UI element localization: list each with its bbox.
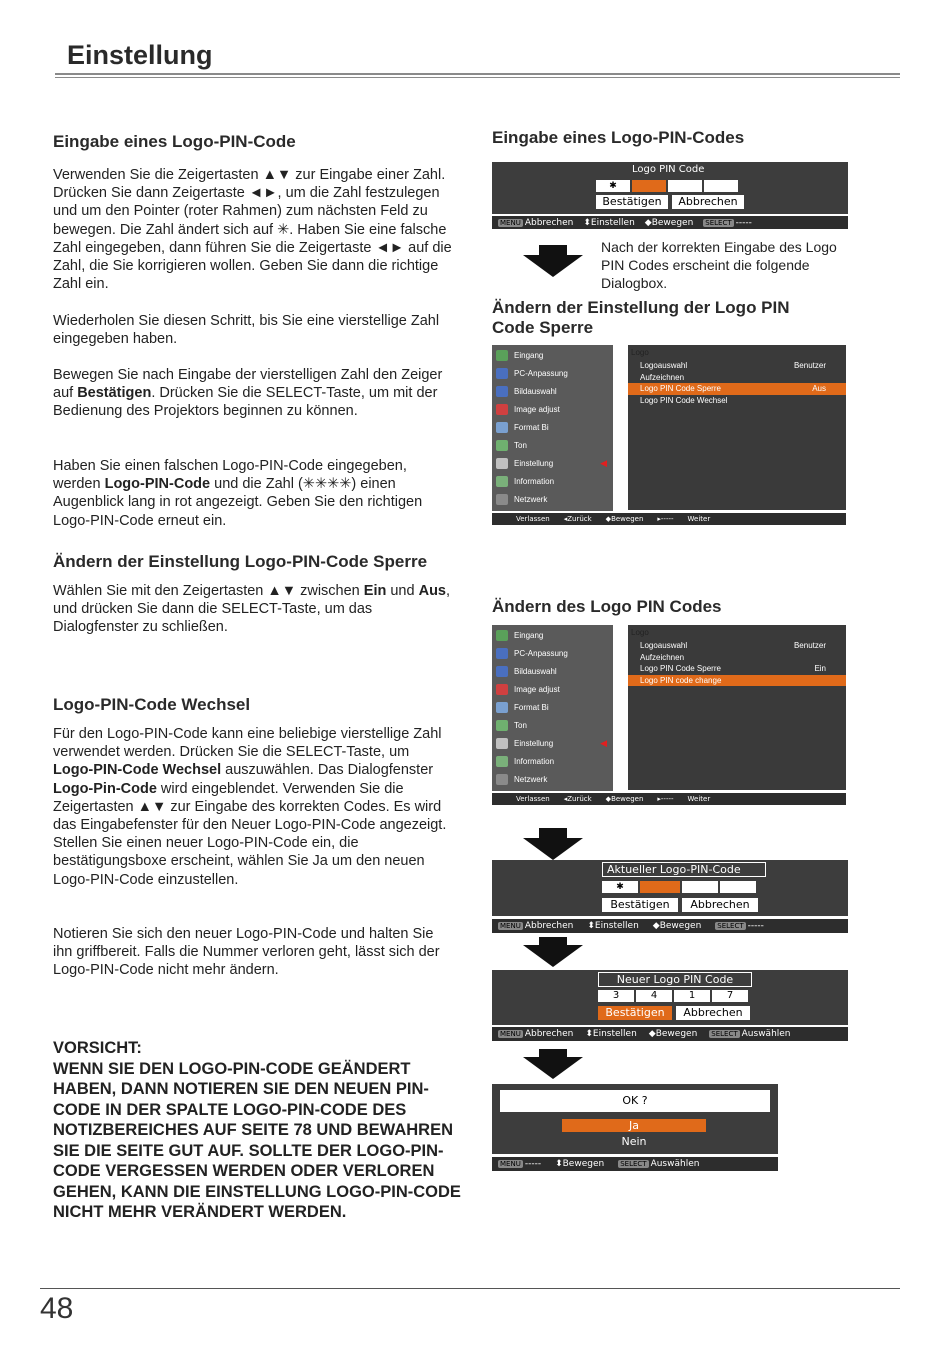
menu-panel-title: Logo	[631, 628, 649, 637]
menu-item-format-bi[interactable]	[492, 698, 613, 716]
menu-item-label: Format Bi	[514, 422, 549, 432]
menu-item-label: PC-Anpassung	[514, 648, 568, 658]
paragraph-wrong-code: Haben Sie einen falschen Logo-PIN-Code eingegeben, werden Logo-PIN-Code und die Zahl (✳✳✳✳) einen Augenblick lang in rot angezeigt. Geben Sie den richtigen Logo-PIN-Code erneut ein.	[53, 458, 423, 529]
menu-item-bildauswahl[interactable]	[492, 662, 613, 680]
new-pin-digit-2[interactable]: 4	[636, 990, 672, 1002]
menu-item-label: Format Bi	[514, 702, 549, 712]
active-marker-icon: ◀	[600, 457, 607, 468]
menu-icon	[496, 666, 508, 677]
menu-item-label: Eingang	[514, 630, 544, 640]
menu-option-value: Ein	[814, 664, 826, 674]
paragraph-pin-entry: Verwenden Sie die Zeigertasten ▲▼ zur Eingabe einer Zahl. Drücken Sie dann Zeigertaste ◄►, um die Zahl festzulegen und um den Pointer (roter Rahmen) zum nächsten Feld zu bewegen. Die Zahl ändert sich auf ✳. Haben Sie eine falsche Zahl eingegeben, dann führen Sie die Zeigertaste ◄► auf die Zahl, die Sie korrigieren wollen. Geben Sie dann die richtige Zahl ein.	[53, 167, 452, 293]
new-pin-digit-1[interactable]: 3	[598, 990, 634, 1002]
menu-panel-1	[628, 345, 846, 510]
pin-digit-2[interactable]	[632, 180, 666, 192]
osd-current-pin-dialog	[492, 860, 848, 916]
select-key-icon: SELECT	[717, 922, 744, 930]
arrow-down-icon	[539, 1049, 567, 1057]
menu-icon	[496, 404, 508, 415]
current-cancel-button[interactable]: Abbrechen	[682, 898, 758, 912]
footer-rule	[40, 1288, 900, 1289]
menu-sidebar-2	[492, 625, 613, 791]
new-cancel-button[interactable]: Abbrechen	[676, 1006, 750, 1020]
section-title-right-lock: Ändern der Einstellung der Logo PIN Code Sperre	[492, 298, 790, 337]
arrow-down-icon-head	[523, 838, 583, 860]
no-option[interactable]: Nein	[621, 1135, 647, 1148]
menu-item-eingang[interactable]	[492, 626, 613, 644]
section-title-lock: Ändern der Einstellung Logo-PIN-Code Sperre	[53, 552, 428, 571]
select-key-icon: SELECT	[620, 1160, 647, 1168]
section-title-change: Logo-PIN-Code Wechsel	[53, 695, 251, 714]
menu-item-netzwerk[interactable]	[492, 490, 613, 508]
arrow-down-icon	[539, 828, 567, 838]
osd-new-pin-title: Neuer Logo PIN Code	[598, 972, 752, 987]
osd-pin-title: Logo PIN Code	[632, 164, 705, 175]
current-confirm-button[interactable]: Bestätigen	[602, 898, 678, 912]
menu-statusbar-2: Verlassen ◂Zurück ◆Bewegen ▸----- Weiter	[492, 793, 846, 805]
menu-item-image-adjust[interactable]	[492, 680, 613, 698]
menu-item-label: Ton	[514, 440, 527, 450]
arrow-down-icon	[539, 937, 567, 945]
menu-item-eingang[interactable]	[492, 346, 613, 364]
menu-icon	[496, 774, 508, 785]
osd-pin-digits	[596, 180, 738, 192]
menu-icon	[496, 494, 508, 505]
paragraph-repeat: Wiederholen Sie diesen Schritt, bis Sie eine vierstellige Zahl eingegeben haben.	[53, 313, 440, 348]
menu-option-row[interactable]	[628, 372, 846, 384]
menu-option-row[interactable]	[628, 360, 846, 372]
osd-pin-dialog	[492, 162, 848, 214]
menu-item-label: Netzwerk	[514, 494, 548, 504]
warning-block	[53, 1038, 463, 1223]
menu-icon	[496, 422, 508, 433]
menu-option-row[interactable]	[628, 395, 846, 407]
osd-pin-statusbar: MENU Abbrechen ⬍Einstellen ◆Bewegen SELECT -----	[492, 216, 848, 229]
menu-item-pc-anpassung[interactable]	[492, 364, 613, 382]
menu-option-value: Benutzer	[793, 361, 826, 371]
menu-option-label: Logoauswahl	[640, 361, 688, 371]
menu-item-image-adjust[interactable]	[492, 400, 613, 418]
section-title-right-entry: Eingabe eines Logo-PIN-Codes	[492, 128, 745, 147]
select-key-icon: SELECT	[705, 218, 732, 227]
menu-option-row[interactable]	[628, 383, 846, 395]
current-pin-digit-2[interactable]	[640, 881, 680, 893]
confirm-button[interactable]: Bestätigen	[596, 195, 668, 209]
osd-confirm-dialog	[492, 1084, 778, 1154]
menu-item-label: Image adjust	[514, 684, 560, 694]
new-pin-digit-3[interactable]: 1	[674, 990, 710, 1002]
menu-item-label: Information	[514, 756, 555, 766]
paragraph-change: Für den Logo-PIN-Code kann eine beliebige vierstellige Zahl verwendet werden. Drücken Sie die SELECT-Taste, um Logo-PIN-Code Wechsel auszuwählen. Das Dialogfenster Logo-Pin-Code wird eingeblendet. Verwenden Sie die Zeigertasten ▲▼ zur Eingabe des korrekten Codes. Es wird das Eingabefenster für den Neuer Logo-PIN-Code angezeigt. Stellen Sie einen neuer Logo-PIN-Code ein, die bestätigungsboxe erscheint, wählen Sie Ja um den neuen Logo-PIN-Code einzustellen.	[53, 726, 447, 888]
cancel-button[interactable]: Abbrechen	[672, 195, 744, 209]
menu-key-icon: MENU	[500, 1030, 521, 1038]
menu-item-format-bi[interactable]	[492, 418, 613, 436]
menu-item-label: Netzwerk	[514, 774, 548, 784]
active-marker-icon: ◀	[600, 737, 607, 748]
osd-new-pin-dialog	[492, 970, 848, 1025]
pin-digit-3[interactable]	[668, 180, 702, 192]
title-rule	[55, 73, 900, 75]
menu-option-label: Logo PIN code change	[640, 675, 722, 685]
menu-option-row[interactable]	[628, 652, 846, 664]
menu-item-ton[interactable]	[492, 716, 613, 734]
menu-key-icon: MENU	[500, 922, 521, 930]
menu-icon	[496, 756, 508, 767]
menu-sidebar-1	[492, 345, 613, 511]
menu-item-netzwerk[interactable]	[492, 770, 613, 788]
pin-digit-4[interactable]	[704, 180, 738, 192]
current-pin-digit-1[interactable]: ✱	[602, 881, 638, 893]
menu-item-information[interactable]	[492, 472, 613, 490]
arrow-down-icon	[539, 245, 567, 255]
menu-icon	[496, 720, 508, 731]
warning-title: VORSICHT:	[53, 1039, 142, 1057]
menu-option-label: Logo PIN Code Sperre	[640, 664, 721, 674]
menu-icon	[496, 684, 508, 695]
page-number: 48	[40, 1292, 74, 1325]
menu-item-label: Einstellung	[514, 458, 554, 468]
pin-digit-1[interactable]: ✱	[596, 180, 630, 192]
menu-option-label: Aufzeichnen	[640, 652, 685, 662]
menu-icon	[496, 368, 508, 379]
osd-confirm-question: OK ?	[500, 1090, 770, 1112]
title-rule-thin	[55, 77, 900, 78]
menu-option-label: Logo PIN Code Sperre	[640, 384, 721, 394]
menu-item-label: Bildauswahl	[514, 666, 557, 676]
menu-statusbar-1: Verlassen ◂Zurück ◆Bewegen ▸----- Weiter	[492, 513, 846, 525]
menu-panel-title: Logo	[631, 348, 649, 357]
osd-current-statusbar: MENU Abbrechen ⬍Einstellen ◆Bewegen SELECT -----	[492, 919, 848, 933]
menu-item-einstellung[interactable]	[492, 734, 613, 752]
osd-current-pin-title: Aktueller Logo-PIN-Code	[602, 862, 766, 877]
menu-item-label: Information	[514, 476, 555, 486]
section-title-pin-entry: Eingabe eines Logo-PIN-Code	[53, 132, 296, 151]
menu-icon	[496, 458, 508, 469]
warning-text: WENN SIE DEN LOGO-PIN-CODE GEÄNDERT HABEN, DANN NOTIEREN SIE DEN NEUEN PIN-CODE IN DER SPALTE LOGO-PIN-CODE DES NOTIZBEREICHES AUF SEITE 78 UND BEWAHREN SIE DIE SEITE GUT AUF. SOLLTE DER LOGO-PIN-CODE VERGESSEN WERDEN ODER VERLOREN GEHEN, KANN DIE EINSTELLUNG LOGO-PIN-CODE NICHT MEHR VERÄNDERT WERDEN.	[53, 1059, 461, 1221]
menu-option-row[interactable]	[628, 640, 846, 652]
menu-icon	[496, 630, 508, 641]
menu-option-value: Benutzer	[793, 641, 826, 651]
paragraph-confirm: Bewegen Sie nach Eingabe der vierstelligen Zahl den Zeiger auf Bestätigen. Drücken Sie die SELECT-Taste, um mit der Bedienung des Projektors beginnen zu können.	[53, 367, 443, 420]
menu-item-label: Eingang	[514, 350, 544, 360]
menu-icon	[496, 476, 508, 487]
section-title-right-change: Ändern des Logo PIN Codes	[492, 597, 722, 616]
paragraph-note: Notieren Sie sich den neuer Logo-PIN-Code und halten Sie ihn griffbereit. Falls die Nummer verloren geht, lässt sich der Logo-PIN-Code nicht mehr ändern.	[53, 926, 440, 979]
menu-item-einstellung[interactable]	[492, 454, 613, 472]
menu-key-icon: MENU	[500, 1160, 521, 1168]
caption-after-entry: Nach der korrekten Eingabe des Logo PIN Codes erscheint die folgende Dialogbox.	[601, 239, 837, 291]
menu-option-label: Aufzeichnen	[640, 372, 685, 382]
menu-icon	[496, 440, 508, 451]
menu-option-label: Logoauswahl	[640, 641, 688, 651]
menu-icon	[496, 350, 508, 361]
osd-new-statusbar: MENU Abbrechen ⬍Einstellen ◆Bewegen SELECT Auswählen	[492, 1027, 848, 1041]
menu-item-pc-anpassung[interactable]	[492, 644, 613, 662]
menu-icon	[496, 386, 508, 397]
menu-item-label: Ton	[514, 720, 527, 730]
menu-panel-2	[628, 625, 846, 790]
menu-item-ton[interactable]	[492, 436, 613, 454]
menu-item-information[interactable]	[492, 752, 613, 770]
menu-item-label: Image adjust	[514, 404, 560, 414]
menu-option-row[interactable]	[628, 663, 846, 675]
menu-item-label: Einstellung	[514, 738, 554, 748]
select-key-icon: SELECT	[711, 1030, 738, 1038]
menu-key-icon: MENU	[500, 218, 521, 227]
new-confirm-button[interactable]: Bestätigen	[598, 1006, 672, 1020]
osd-confirm-statusbar: MENU ----- ⬍Bewegen SELECT Auswählen	[492, 1157, 778, 1171]
paragraph-lock: Wählen Sie mit den Zeigertasten ▲▼ zwischen Ein und Aus, und drücken Sie dann die SELECT-Taste, um das Dialogfenster zu schließen.	[53, 583, 451, 636]
menu-icon	[496, 648, 508, 659]
menu-icon	[496, 738, 508, 749]
current-pin-digit-3[interactable]	[682, 881, 718, 893]
new-pin-digit-4[interactable]: 7	[712, 990, 748, 1002]
menu-item-label: Bildauswahl	[514, 386, 557, 396]
arrow-down-icon-head	[523, 1057, 583, 1079]
page-title: Einstellung	[67, 40, 213, 70]
menu-option-row[interactable]	[628, 675, 846, 687]
menu-item-bildauswahl[interactable]	[492, 382, 613, 400]
current-pin-digit-4[interactable]	[720, 881, 756, 893]
arrow-down-icon-head	[523, 255, 583, 277]
menu-option-value: Aus	[812, 384, 826, 394]
menu-item-label: PC-Anpassung	[514, 368, 568, 378]
yes-option[interactable]: Ja	[562, 1119, 706, 1132]
menu-icon	[496, 702, 508, 713]
arrow-down-icon-head	[523, 945, 583, 967]
menu-option-label: Logo PIN Code Wechsel	[640, 395, 728, 405]
